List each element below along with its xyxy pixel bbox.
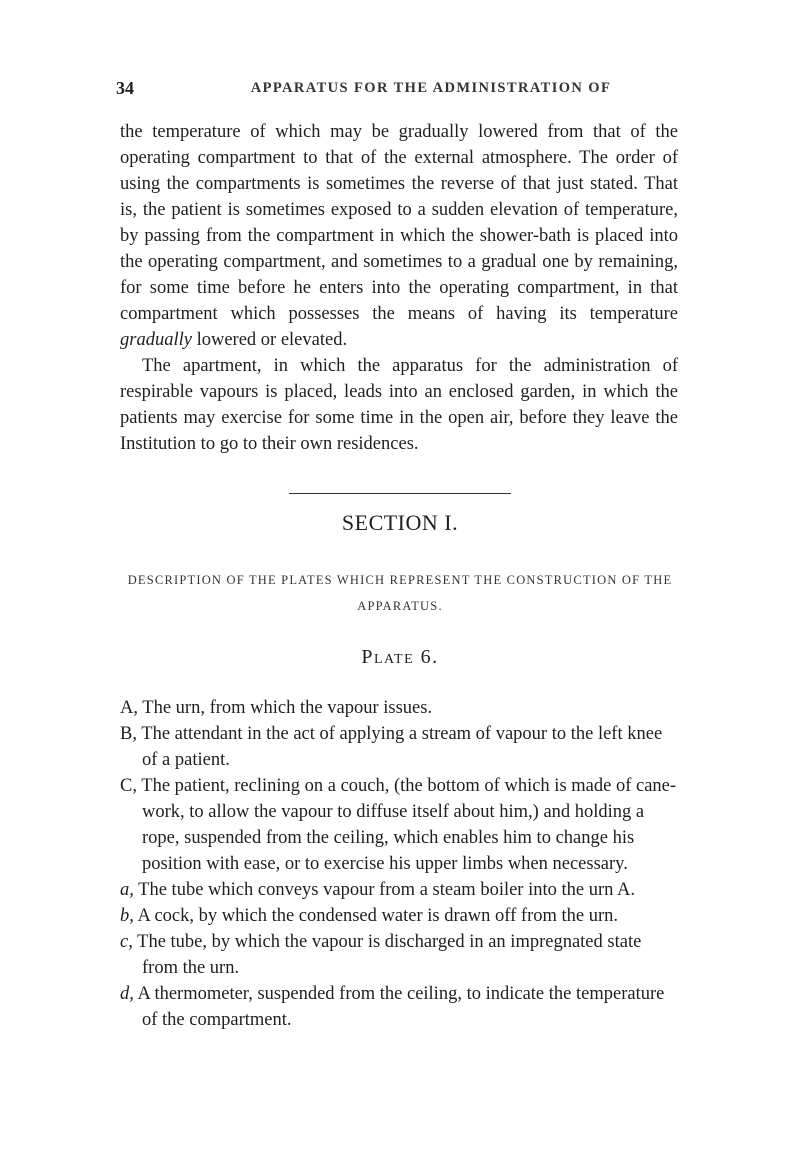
running-head: APPARATUS FOR THE ADMINISTRATION OF bbox=[250, 80, 612, 96]
legend-description: A cock, by which the condensed water is drawn off from the urn. bbox=[137, 906, 619, 926]
legend-description: The patient, reclining on a couch, (the bottom of which is made of cane-work, to allow the vapour to diffuse itself about him,) and holding a rope, suspended from the ceiling, which enables him to change his position with ease, or to exercise his upper limbs when necessary. bbox=[141, 776, 677, 874]
legend-key: c, bbox=[120, 932, 133, 952]
legend-item bbox=[120, 773, 680, 877]
legend-item bbox=[120, 981, 680, 1033]
page-number: 34 bbox=[116, 78, 134, 98]
plate-title: Plate 6. bbox=[361, 646, 439, 668]
page-header bbox=[116, 78, 684, 100]
emphasized-word: gradually bbox=[120, 330, 192, 350]
legend-description: The urn, from which the vapour issues. bbox=[142, 698, 433, 718]
plate-legend-list bbox=[120, 695, 680, 1033]
legend-description: The tube, by which the vapour is discharged in an impregnated state from the urn. bbox=[137, 932, 642, 978]
section-description: DESCRIPTION OF THE PLATES WHICH REPRESENT THE CONSTRUCTION OF THE APPARATUS. bbox=[127, 573, 673, 613]
section-divider bbox=[289, 493, 511, 494]
legend-key: b, bbox=[120, 906, 134, 926]
legend-item bbox=[120, 877, 680, 903]
paragraph-text-end: lowered or elevated. bbox=[196, 330, 348, 350]
legend-description: A thermometer, suspended from the ceiling, to indicate the temperature of the compartment. bbox=[137, 984, 665, 1030]
legend-key: a, bbox=[120, 880, 134, 900]
legend-item bbox=[120, 721, 680, 773]
legend-key: d, bbox=[120, 984, 134, 1004]
body-paragraph: The apartment, in which the apparatus for the administration of respirable vapours is placed, leads into an enclosed garden, in which the patients may exercise for some time in the open air, before they leave the Institution to go to their own residences. bbox=[120, 356, 678, 454]
legend-key: C, bbox=[120, 776, 137, 796]
legend-description: The attendant in the act of applying a stream of vapour to the left knee of a patient. bbox=[141, 724, 663, 770]
legend-description: The tube which conveys vapour from a steam boiler into the urn A. bbox=[138, 880, 635, 900]
legend-item bbox=[120, 903, 680, 929]
legend-item bbox=[120, 695, 680, 721]
paragraph-text: the temperature of which may be gradually lowered from that of the operating compartment to that of the external atmosphere. The order of using the compartments is sometimes the reverse of that just stated. That is, the patient is sometimes exposed to a sudden elevation of temperature, by passing from the compartment in which the shower-bath is placed into the operating compartment, and sometimes to a gradual one by remaining, for some time before he enters into the operating compartment, in that compartment which possesses the means of having its temperature bbox=[120, 122, 678, 324]
legend-item bbox=[120, 929, 680, 981]
legend-key: A, bbox=[120, 698, 138, 718]
body-paragraph bbox=[120, 119, 678, 353]
section-title: SECTION I. bbox=[341, 510, 459, 535]
legend-key: B, bbox=[120, 724, 137, 744]
